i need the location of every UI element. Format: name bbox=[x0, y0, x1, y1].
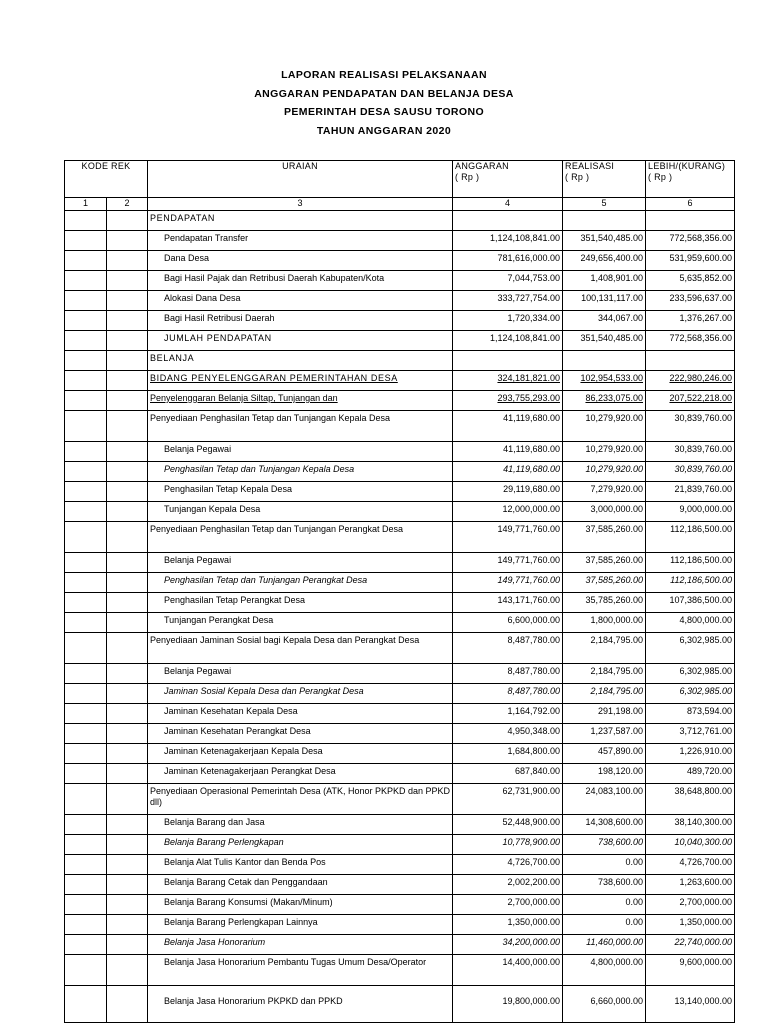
kode-rek-2-cell bbox=[107, 744, 148, 764]
lebih-kurang-cell: 772,568,356.00 bbox=[646, 231, 735, 251]
kode-rek-1-cell bbox=[65, 875, 107, 895]
lebih-kurang-cell: 772,568,356.00 bbox=[646, 331, 735, 351]
header-lebih-kurang: LEBIH/(KURANG) ( Rp ) bbox=[646, 161, 735, 198]
lebih-kurang-cell: 6,302,985.00 bbox=[646, 633, 735, 664]
uraian-cell: Belanja Barang Konsumsi (Makan/Minum) bbox=[148, 895, 453, 915]
kode-rek-1-cell bbox=[65, 482, 107, 502]
anggaran-cell: 41,119,680.00 bbox=[453, 462, 563, 482]
lebih-kurang-cell: 5,635,852.00 bbox=[646, 271, 735, 291]
kode-rek-1-cell bbox=[65, 331, 107, 351]
kode-rek-1-cell bbox=[65, 251, 107, 271]
anggaran-cell: 8,487,780.00 bbox=[453, 633, 563, 664]
table-row bbox=[65, 462, 735, 482]
realisasi-cell: 344,067.00 bbox=[563, 311, 646, 331]
kode-rek-1-cell bbox=[65, 462, 107, 482]
lebih-kurang-cell: 1,376,267.00 bbox=[646, 311, 735, 331]
realisasi-cell: 100,131,117.00 bbox=[563, 291, 646, 311]
kode-rek-1-cell bbox=[65, 895, 107, 915]
title-line-1: LAPORAN REALISASI PELAKSANAAN bbox=[281, 69, 487, 81]
realisasi-cell: 1,237,587.00 bbox=[563, 724, 646, 744]
kode-rek-2-cell bbox=[107, 522, 148, 553]
table-row bbox=[65, 684, 735, 704]
anggaran-cell: 8,487,780.00 bbox=[453, 684, 563, 704]
kode-rek-1-cell bbox=[65, 553, 107, 573]
anggaran-cell: 34,200,000.00 bbox=[453, 935, 563, 955]
kode-rek-1-cell bbox=[65, 442, 107, 462]
table-row bbox=[65, 411, 735, 442]
uraian-cell: BELANJA bbox=[148, 351, 453, 371]
kode-rek-2-cell bbox=[107, 724, 148, 744]
kode-rek-1-cell bbox=[65, 411, 107, 442]
table-row bbox=[65, 764, 735, 784]
lebih-kurang-cell: 3,712,761.00 bbox=[646, 724, 735, 744]
table-row bbox=[65, 391, 735, 411]
lebih-kurang-cell: 222,980,246.00 bbox=[646, 371, 735, 391]
realisasi-cell: 37,585,260.00 bbox=[563, 573, 646, 593]
kode-rek-1-cell bbox=[65, 351, 107, 371]
kode-rek-2-cell bbox=[107, 664, 148, 684]
realisasi-cell: 738,600.00 bbox=[563, 835, 646, 855]
kode-rek-1-cell bbox=[65, 855, 107, 875]
table-row bbox=[65, 573, 735, 593]
lebih-kurang-cell: 873,594.00 bbox=[646, 704, 735, 724]
anggaran-cell: 1,164,792.00 bbox=[453, 704, 563, 724]
uraian-cell: Belanja Jasa Honorarium bbox=[148, 935, 453, 955]
table-row bbox=[65, 915, 735, 935]
anggaran-cell: 8,487,780.00 bbox=[453, 664, 563, 684]
lebih-kurang-cell: 10,040,300.00 bbox=[646, 835, 735, 855]
report-titles bbox=[0, 66, 768, 140]
kode-rek-1-cell bbox=[65, 744, 107, 764]
col-number: 4 bbox=[453, 198, 563, 211]
kode-rek-2-cell bbox=[107, 271, 148, 291]
kode-rek-2-cell bbox=[107, 784, 148, 815]
kode-rek-2-cell bbox=[107, 855, 148, 875]
anggaran-cell: 687,840.00 bbox=[453, 764, 563, 784]
anggaran-cell: 149,771,760.00 bbox=[453, 522, 563, 553]
kode-rek-2-cell bbox=[107, 593, 148, 613]
uraian-cell: JUMLAH PENDAPATAN bbox=[148, 331, 453, 351]
kode-rek-1-cell bbox=[65, 724, 107, 744]
kode-rek-2-cell bbox=[107, 613, 148, 633]
kode-rek-2-cell bbox=[107, 251, 148, 271]
realisasi-cell: 291,198.00 bbox=[563, 704, 646, 724]
lebih-kurang-cell: 13,140,000.00 bbox=[646, 986, 735, 1023]
table-row bbox=[65, 271, 735, 291]
anggaran-cell: 293,755,293.00 bbox=[453, 391, 563, 411]
realisasi-cell: 0.00 bbox=[563, 895, 646, 915]
realisasi-cell: 102,954,533.00 bbox=[563, 371, 646, 391]
kode-rek-2-cell bbox=[107, 815, 148, 835]
table-row bbox=[65, 744, 735, 764]
kode-rek-2-cell bbox=[107, 231, 148, 251]
uraian-cell: Belanja Jasa Honorarium Pembantu Tugas Umum Desa/Operator bbox=[148, 955, 453, 986]
table-row bbox=[65, 895, 735, 915]
realisasi-cell: 4,800,000.00 bbox=[563, 955, 646, 986]
realisasi-cell: 86,233,075.00 bbox=[563, 391, 646, 411]
realisasi-cell: 2,184,795.00 bbox=[563, 664, 646, 684]
kode-rek-2-cell bbox=[107, 502, 148, 522]
realisasi-cell: 14,308,600.00 bbox=[563, 815, 646, 835]
lebih-kurang-cell: 489,720.00 bbox=[646, 764, 735, 784]
realisasi-cell: 351,540,485.00 bbox=[563, 331, 646, 351]
col-number: 1 bbox=[65, 198, 107, 211]
lebih-kurang-cell: 4,800,000.00 bbox=[646, 613, 735, 633]
uraian-cell: Jaminan Kesehatan Kepala Desa bbox=[148, 704, 453, 724]
table-row bbox=[65, 955, 735, 986]
table-row bbox=[65, 231, 735, 251]
uraian-cell: Penyelenggaran Belanja Siltap, Tunjangan dan bbox=[148, 391, 453, 411]
table-row bbox=[65, 442, 735, 462]
realisasi-cell: 3,000,000.00 bbox=[563, 502, 646, 522]
title-line-2: ANGGARAN PENDAPATAN DAN BELANJA DESA bbox=[254, 87, 514, 100]
kode-rek-1-cell bbox=[65, 502, 107, 522]
uraian-cell: Penghasilan Tetap dan Tunjangan Perangkat Desa bbox=[148, 573, 453, 593]
table-row bbox=[65, 835, 735, 855]
uraian-cell: Belanja Barang Perlengkapan Lainnya bbox=[148, 915, 453, 935]
kode-rek-1-cell bbox=[65, 211, 107, 231]
table-row bbox=[65, 815, 735, 835]
lebih-kurang-cell: 9,600,000.00 bbox=[646, 955, 735, 986]
kode-rek-2-cell bbox=[107, 704, 148, 724]
realisasi-cell: 738,600.00 bbox=[563, 875, 646, 895]
uraian-cell: Penyediaan Penghasilan Tetap dan Tunjangan Perangkat Desa bbox=[148, 522, 453, 553]
realisasi-cell: 24,083,100.00 bbox=[563, 784, 646, 815]
realisasi-cell: 249,656,400.00 bbox=[563, 251, 646, 271]
uraian-cell: PENDAPATAN bbox=[148, 211, 453, 231]
kode-rek-1-cell bbox=[65, 593, 107, 613]
uraian-cell: Belanja Pegawai bbox=[148, 553, 453, 573]
realisasi-cell: 10,279,920.00 bbox=[563, 442, 646, 462]
realisasi-cell: 198,120.00 bbox=[563, 764, 646, 784]
table-row bbox=[65, 553, 735, 573]
realisasi-cell: 6,660,000.00 bbox=[563, 986, 646, 1023]
lebih-kurang-cell: 1,226,910.00 bbox=[646, 744, 735, 764]
table-row bbox=[65, 935, 735, 955]
anggaran-cell: 1,350,000.00 bbox=[453, 915, 563, 935]
anggaran-cell: 6,600,000.00 bbox=[453, 613, 563, 633]
kode-rek-2-cell bbox=[107, 835, 148, 855]
kode-rek-1-cell bbox=[65, 311, 107, 331]
kode-rek-2-cell bbox=[107, 211, 148, 231]
realisasi-cell: 1,800,000.00 bbox=[563, 613, 646, 633]
lebih-kurang-cell: 38,140,300.00 bbox=[646, 815, 735, 835]
kode-rek-2-cell bbox=[107, 462, 148, 482]
uraian-cell: Tunjangan Kepala Desa bbox=[148, 502, 453, 522]
table-row bbox=[65, 351, 735, 371]
table-row bbox=[65, 331, 735, 351]
table-row bbox=[65, 291, 735, 311]
anggaran-cell: 52,448,900.00 bbox=[453, 815, 563, 835]
realisasi-cell: 457,890.00 bbox=[563, 744, 646, 764]
uraian-cell: Penyediaan Operasional Pemerintah Desa (ATK, Honor PKPKD dan PPKD dll) bbox=[148, 784, 453, 815]
kode-rek-2-cell bbox=[107, 351, 148, 371]
anggaran-cell: 7,044,753.00 bbox=[453, 271, 563, 291]
title-line-4: TAHUN ANGGARAN 2020 bbox=[316, 124, 452, 137]
anggaran-cell: 19,800,000.00 bbox=[453, 986, 563, 1023]
uraian-cell: Belanja Barang Cetak dan Penggandaan bbox=[148, 875, 453, 895]
anggaran-cell: 12,000,000.00 bbox=[453, 502, 563, 522]
anggaran-cell: 1,124,108,841.00 bbox=[453, 331, 563, 351]
kode-rek-2-cell bbox=[107, 482, 148, 502]
uraian-cell: Jaminan Ketenagakerjaan Kepala Desa bbox=[148, 744, 453, 764]
lebih-kurang-cell: 1,350,000.00 bbox=[646, 915, 735, 935]
realisasi-cell: 37,585,260.00 bbox=[563, 553, 646, 573]
kode-rek-1-cell bbox=[65, 522, 107, 553]
anggaran-cell: 4,726,700.00 bbox=[453, 855, 563, 875]
lebih-kurang-cell: 112,186,500.00 bbox=[646, 553, 735, 573]
anggaran-cell bbox=[453, 211, 563, 231]
kode-rek-1-cell bbox=[65, 573, 107, 593]
kode-rek-1-cell bbox=[65, 391, 107, 411]
table-row bbox=[65, 875, 735, 895]
uraian-cell: Dana Desa bbox=[148, 251, 453, 271]
kode-rek-1-cell bbox=[65, 371, 107, 391]
header-uraian: URAIAN bbox=[148, 161, 453, 198]
uraian-cell: Penghasilan Tetap Kepala Desa bbox=[148, 482, 453, 502]
anggaran-cell: 1,684,800.00 bbox=[453, 744, 563, 764]
lebih-kurang-cell: 107,386,500.00 bbox=[646, 593, 735, 613]
kode-rek-2-cell bbox=[107, 311, 148, 331]
lebih-kurang-cell: 6,302,985.00 bbox=[646, 684, 735, 704]
lebih-kurang-cell: 112,186,500.00 bbox=[646, 522, 735, 553]
budget-table bbox=[64, 160, 735, 1023]
kode-rek-2-cell bbox=[107, 411, 148, 442]
uraian-cell: Pendapatan Transfer bbox=[148, 231, 453, 251]
realisasi-cell: 10,279,920.00 bbox=[563, 411, 646, 442]
kode-rek-1-cell bbox=[65, 231, 107, 251]
uraian-cell: Penyediaan Penghasilan Tetap dan Tunjangan Kepala Desa bbox=[148, 411, 453, 442]
anggaran-cell: 4,950,348.00 bbox=[453, 724, 563, 744]
kode-rek-1-cell bbox=[65, 915, 107, 935]
anggaran-cell: 29,119,680.00 bbox=[453, 482, 563, 502]
table-row bbox=[65, 211, 735, 231]
kode-rek-1-cell bbox=[65, 684, 107, 704]
lebih-kurang-cell: 30,839,760.00 bbox=[646, 411, 735, 442]
lebih-kurang-cell: 112,186,500.00 bbox=[646, 573, 735, 593]
uraian-cell: Penghasilan Tetap Perangkat Desa bbox=[148, 593, 453, 613]
header-realisasi: REALISASI ( Rp ) bbox=[563, 161, 646, 198]
kode-rek-2-cell bbox=[107, 633, 148, 664]
kode-rek-2-cell bbox=[107, 935, 148, 955]
kode-rek-2-cell bbox=[107, 331, 148, 351]
uraian-cell: Bagi Hasil Pajak dan Retribusi Daerah Kabupaten/Kota bbox=[148, 271, 453, 291]
realisasi-cell: 10,279,920.00 bbox=[563, 462, 646, 482]
anggaran-cell: 10,778,900.00 bbox=[453, 835, 563, 855]
col-number: 3 bbox=[148, 198, 453, 211]
anggaran-cell: 62,731,900.00 bbox=[453, 784, 563, 815]
kode-rek-1-cell bbox=[65, 986, 107, 1023]
kode-rek-2-cell bbox=[107, 875, 148, 895]
header-row bbox=[65, 161, 735, 198]
kode-rek-2-cell bbox=[107, 684, 148, 704]
realisasi-cell: 2,184,795.00 bbox=[563, 633, 646, 664]
uraian-cell: Jaminan Kesehatan Perangkat Desa bbox=[148, 724, 453, 744]
uraian-cell: Jaminan Sosial Kepala Desa dan Perangkat Desa bbox=[148, 684, 453, 704]
kode-rek-2-cell bbox=[107, 573, 148, 593]
anggaran-cell: 14,400,000.00 bbox=[453, 955, 563, 986]
table-row bbox=[65, 522, 735, 553]
lebih-kurang-cell: 6,302,985.00 bbox=[646, 664, 735, 684]
realisasi-cell: 2,184,795.00 bbox=[563, 684, 646, 704]
uraian-cell: Belanja Pegawai bbox=[148, 442, 453, 462]
kode-rek-1-cell bbox=[65, 633, 107, 664]
lebih-kurang-cell bbox=[646, 211, 735, 231]
title-line-3: PEMERINTAH DESA SAUSU TORONO bbox=[283, 106, 485, 118]
realisasi-cell bbox=[563, 351, 646, 371]
realisasi-cell: 7,279,920.00 bbox=[563, 482, 646, 502]
table-row bbox=[65, 251, 735, 271]
realisasi-cell: 0.00 bbox=[563, 855, 646, 875]
realisasi-cell: 1,408,901.00 bbox=[563, 271, 646, 291]
lebih-kurang-cell: 2,700,000.00 bbox=[646, 895, 735, 915]
kode-rek-1-cell bbox=[65, 815, 107, 835]
table-row bbox=[65, 704, 735, 724]
kode-rek-2-cell bbox=[107, 915, 148, 935]
anggaran-cell: 2,700,000.00 bbox=[453, 895, 563, 915]
kode-rek-1-cell bbox=[65, 935, 107, 955]
lebih-kurang-cell: 30,839,760.00 bbox=[646, 442, 735, 462]
table-row bbox=[65, 371, 735, 391]
lebih-kurang-cell bbox=[646, 351, 735, 371]
header-kode-rek: KODE REK bbox=[65, 161, 148, 198]
uraian-cell: BIDANG PENYELENGGARAN PEMERINTAHAN DESA bbox=[148, 371, 453, 391]
col-number: 2 bbox=[107, 198, 148, 211]
kode-rek-1-cell bbox=[65, 704, 107, 724]
realisasi-cell: 11,460,000.00 bbox=[563, 935, 646, 955]
anggaran-cell: 781,616,000.00 bbox=[453, 251, 563, 271]
table-row bbox=[65, 633, 735, 664]
kode-rek-2-cell bbox=[107, 442, 148, 462]
kode-rek-2-cell bbox=[107, 291, 148, 311]
kode-rek-2-cell bbox=[107, 764, 148, 784]
anggaran-cell: 333,727,754.00 bbox=[453, 291, 563, 311]
kode-rek-2-cell bbox=[107, 391, 148, 411]
kode-rek-1-cell bbox=[65, 835, 107, 855]
table-row bbox=[65, 724, 735, 744]
realisasi-cell bbox=[563, 211, 646, 231]
kode-rek-2-cell bbox=[107, 895, 148, 915]
uraian-cell: Tunjangan Perangkat Desa bbox=[148, 613, 453, 633]
kode-rek-1-cell bbox=[65, 784, 107, 815]
table-row bbox=[65, 613, 735, 633]
kode-rek-2-cell bbox=[107, 553, 148, 573]
uraian-cell: Bagi Hasil Retribusi Daerah bbox=[148, 311, 453, 331]
table-row bbox=[65, 502, 735, 522]
uraian-cell: Belanja Jasa Honorarium PKPKD dan PPKD bbox=[148, 986, 453, 1023]
kode-rek-1-cell bbox=[65, 664, 107, 684]
table-row bbox=[65, 482, 735, 502]
uraian-cell: Belanja Pegawai bbox=[148, 664, 453, 684]
col-number: 5 bbox=[563, 198, 646, 211]
anggaran-cell: 149,771,760.00 bbox=[453, 553, 563, 573]
lebih-kurang-cell: 531,959,600.00 bbox=[646, 251, 735, 271]
uraian-cell: Penghasilan Tetap dan Tunjangan Kepala Desa bbox=[148, 462, 453, 482]
lebih-kurang-cell: 22,740,000.00 bbox=[646, 935, 735, 955]
lebih-kurang-cell: 233,596,637.00 bbox=[646, 291, 735, 311]
kode-rek-2-cell bbox=[107, 986, 148, 1023]
lebih-kurang-cell: 1,263,600.00 bbox=[646, 875, 735, 895]
anggaran-cell: 2,002,200.00 bbox=[453, 875, 563, 895]
uraian-cell: Penyediaan Jaminan Sosial bagi Kepala Desa dan Perangkat Desa bbox=[148, 633, 453, 664]
realisasi-cell: 35,785,260.00 bbox=[563, 593, 646, 613]
anggaran-cell: 41,119,680.00 bbox=[453, 411, 563, 442]
realisasi-cell: 0.00 bbox=[563, 915, 646, 935]
anggaran-cell: 1,124,108,841.00 bbox=[453, 231, 563, 251]
kode-rek-1-cell bbox=[65, 955, 107, 986]
header-anggaran: ANGGARAN ( Rp ) bbox=[453, 161, 563, 198]
col-number: 6 bbox=[646, 198, 735, 211]
lebih-kurang-cell: 207,522,218.00 bbox=[646, 391, 735, 411]
lebih-kurang-cell: 38,648,800.00 bbox=[646, 784, 735, 815]
kode-rek-1-cell bbox=[65, 764, 107, 784]
anggaran-cell: 1,720,334.00 bbox=[453, 311, 563, 331]
anggaran-cell: 143,171,760.00 bbox=[453, 593, 563, 613]
uraian-cell: Alokasi Dana Desa bbox=[148, 291, 453, 311]
lebih-kurang-cell: 9,000,000.00 bbox=[646, 502, 735, 522]
uraian-cell: Jaminan Ketenagakerjaan Perangkat Desa bbox=[148, 764, 453, 784]
realisasi-cell: 351,540,485.00 bbox=[563, 231, 646, 251]
lebih-kurang-cell: 21,839,760.00 bbox=[646, 482, 735, 502]
lebih-kurang-cell: 4,726,700.00 bbox=[646, 855, 735, 875]
column-number-row bbox=[65, 198, 735, 211]
anggaran-cell: 324,181,821.00 bbox=[453, 371, 563, 391]
uraian-cell: Belanja Barang dan Jasa bbox=[148, 815, 453, 835]
uraian-cell: Belanja Barang Perlengkapan bbox=[148, 835, 453, 855]
table-row bbox=[65, 593, 735, 613]
realisasi-cell: 37,585,260.00 bbox=[563, 522, 646, 553]
anggaran-cell bbox=[453, 351, 563, 371]
table-row bbox=[65, 664, 735, 684]
kode-rek-2-cell bbox=[107, 955, 148, 986]
table-row bbox=[65, 784, 735, 815]
kode-rek-1-cell bbox=[65, 613, 107, 633]
lebih-kurang-cell: 30,839,760.00 bbox=[646, 462, 735, 482]
table-row bbox=[65, 311, 735, 331]
kode-rek-1-cell bbox=[65, 291, 107, 311]
table-row bbox=[65, 855, 735, 875]
kode-rek-2-cell bbox=[107, 371, 148, 391]
anggaran-cell: 41,119,680.00 bbox=[453, 442, 563, 462]
table-row bbox=[65, 986, 735, 1023]
kode-rek-1-cell bbox=[65, 271, 107, 291]
anggaran-cell: 149,771,760.00 bbox=[453, 573, 563, 593]
uraian-cell: Belanja Alat Tulis Kantor dan Benda Pos bbox=[148, 855, 453, 875]
